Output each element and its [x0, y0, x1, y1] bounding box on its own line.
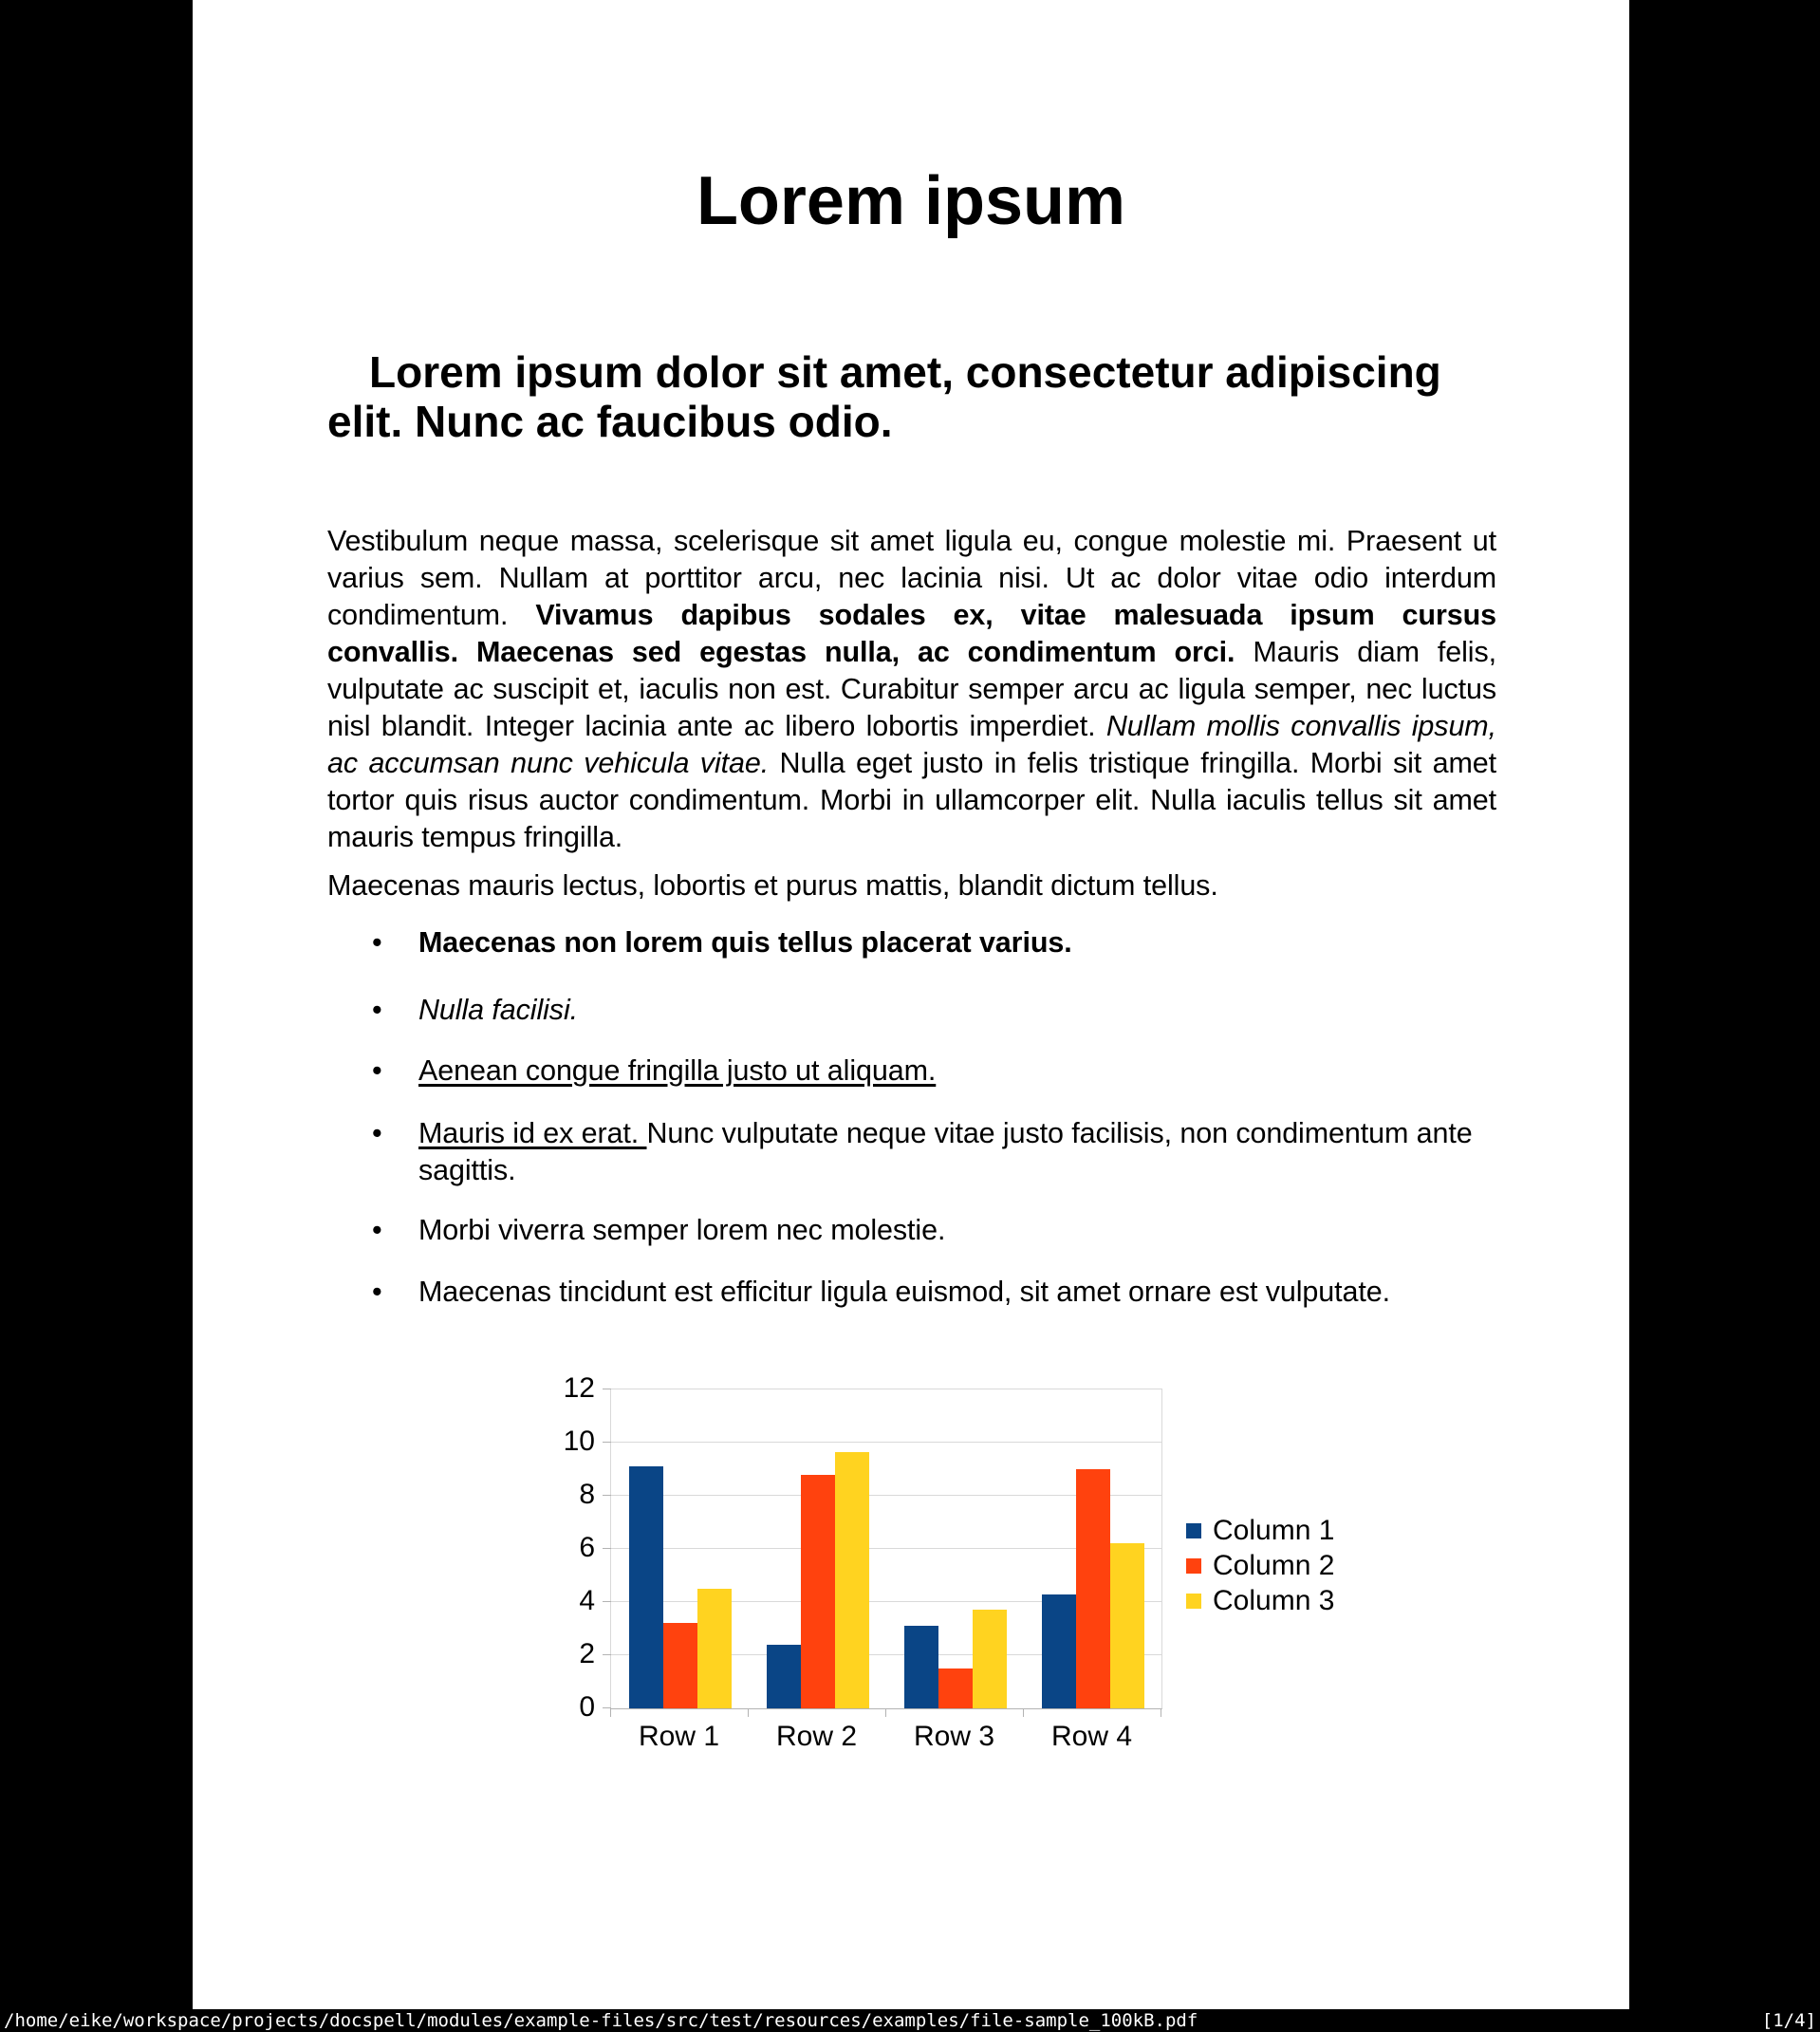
- x-axis-tick: [1023, 1708, 1024, 1717]
- y-axis-label: 8: [579, 1479, 595, 1510]
- bullet-list: [327, 924, 1496, 1311]
- statusbar-page-indicator: [1/4]: [1761, 2010, 1816, 2031]
- x-axis-label: Row 3: [913, 1721, 995, 1752]
- y-axis-label: 6: [579, 1532, 595, 1563]
- bullet-item-line: [418, 1115, 1496, 1152]
- pdf-page: [193, 0, 1629, 2009]
- legend-swatch-icon: [1186, 1523, 1201, 1538]
- bar-column-2-row-3: [938, 1668, 973, 1708]
- bullet-item: [327, 1053, 1496, 1090]
- y-axis-label: 10: [563, 1426, 595, 1457]
- text-segment-normal: Vestibulum neque massa, scelerisque sit amet ligula eu, congue molestie mi. Praesent ut: [327, 525, 1496, 557]
- x-axis-tick: [748, 1708, 749, 1717]
- text-segment-bold: Vivamus dapibus sodales ex, vitae malesuada ipsum cursus: [535, 599, 1496, 631]
- y-axis-tick: [603, 1442, 611, 1443]
- chart-plot-area: [610, 1389, 1162, 1709]
- paragraph-line: [327, 745, 1496, 782]
- legend-entry: [1186, 1513, 1334, 1548]
- y-axis-label: 0: [579, 1691, 595, 1723]
- bar-column-1-row-1: [629, 1466, 663, 1708]
- bullet-item: [327, 1115, 1496, 1189]
- bullet-item: [327, 1212, 1496, 1249]
- text-segment-normal: nisl blandit. Integer lacinia ante ac libero lobortis imperdiet.: [327, 710, 1106, 742]
- bullet-item-line: [418, 1053, 1496, 1090]
- bar-column-1-row-4: [1042, 1594, 1076, 1708]
- y-axis-tick: [603, 1548, 611, 1549]
- bar-column-3-row-3: [973, 1610, 1007, 1708]
- subtitle-line: elit. Nunc ac faucibus odio.: [327, 397, 893, 446]
- bullet-item-line: [418, 1274, 1496, 1311]
- y-axis-tick: [603, 1654, 611, 1655]
- gridline-y-10: [611, 1442, 1161, 1443]
- y-axis-tick: [603, 1601, 611, 1602]
- chart-legend: [1186, 1513, 1334, 1618]
- text-segment-underline: Aenean congue fringilla justo ut aliquam.: [418, 1054, 937, 1087]
- bar-column-1-row-2: [767, 1645, 801, 1708]
- paragraph-line: [327, 597, 1496, 634]
- paragraph-line: [327, 782, 1496, 819]
- legend-entry: [1186, 1583, 1334, 1618]
- text-segment-normal: Nunc vulputate neque vitae justo facilisis, non condimentum ante: [646, 1117, 1473, 1149]
- x-axis-tick: [885, 1708, 886, 1717]
- legend-label: Column 1: [1213, 1514, 1335, 1546]
- x-axis-label: Row 1: [638, 1721, 720, 1752]
- body-paragraph-1: [327, 523, 1496, 856]
- paragraph-line: [327, 523, 1496, 560]
- legend-label: Column 2: [1213, 1549, 1335, 1581]
- bullet-item-line: [418, 924, 1496, 961]
- text-segment-italic: Nulla facilisi.: [418, 994, 578, 1026]
- body-paragraph-2: Maecenas mauris lectus, lobortis et purus mattis, blandit dictum tellus.: [327, 869, 1218, 902]
- bar-column-1-row-3: [904, 1626, 938, 1708]
- bar-column-2-row-1: [663, 1623, 697, 1708]
- bullet-item-line: [418, 1212, 1496, 1249]
- y-axis-label: 12: [563, 1372, 595, 1404]
- paragraph-line: [327, 634, 1496, 671]
- text-segment-normal: varius sem. Nullam at porttitor arcu, nec lacinia nisi. Ut ac dolor vitae odio interdum: [327, 562, 1496, 594]
- y-axis-label: 4: [579, 1585, 595, 1616]
- legend-entry: [1186, 1548, 1334, 1583]
- text-segment-normal: Morbi viverra semper lorem nec molestie.: [418, 1214, 946, 1246]
- y-axis-tick: [603, 1495, 611, 1496]
- bar-column-3-row-4: [1110, 1543, 1144, 1708]
- text-segment-normal: Mauris diam felis,: [1253, 636, 1497, 668]
- paragraph-line: [327, 671, 1496, 708]
- text-segment-normal: vulputate ac suscipit et, iaculis non est. Curabitur semper arcu ac ligula semper, nec luctus: [327, 673, 1496, 705]
- paragraph-line: [327, 708, 1496, 745]
- statusbar-file-path: /home/eike/workspace/projects/docspell/modules/example-files/src/test/resources/examples/file-sample_100kB.pdf: [4, 2010, 1198, 2031]
- bar-column-2-row-4: [1076, 1469, 1110, 1708]
- text-segment-normal: tortor quis risus auctor condimentum. Morbi in ullamcorper elit. Nulla iaculis tellus sit amet: [327, 784, 1496, 816]
- text-segment-italic: ac accumsan nunc vehicula vitae.: [327, 747, 780, 779]
- paragraph-line: [327, 819, 1496, 856]
- text-segment-italic: Nullam mollis convallis ipsum,: [1105, 710, 1496, 742]
- text-segment-normal: Maecenas tincidunt est efficitur ligula euismod, sit amet ornare est vulputate.: [418, 1276, 1390, 1308]
- statusbar: [0, 2009, 1820, 2032]
- bullet-item: [327, 1274, 1496, 1311]
- bullet-item-line: [418, 1152, 1496, 1189]
- text-segment-underline: Mauris id ex erat.: [418, 1117, 647, 1149]
- x-axis-tick: [610, 1708, 611, 1717]
- bullet-item: [327, 992, 1496, 1029]
- text-segment-bold: Maecenas non lorem quis tellus placerat varius.: [418, 926, 1072, 959]
- bullet-item-line: [418, 992, 1496, 1029]
- paragraph-line: [327, 560, 1496, 597]
- legend-swatch-icon: [1186, 1558, 1201, 1574]
- bar-column-3-row-2: [835, 1452, 869, 1708]
- subtitle-line: Lorem ipsum dolor sit amet, consectetur adipiscing: [369, 347, 1441, 397]
- legend-swatch-icon: [1186, 1594, 1201, 1609]
- bar-column-2-row-2: [801, 1475, 835, 1708]
- document-subtitle: [327, 347, 1496, 446]
- text-segment-bold: convallis. Maecenas sed egestas nulla, ac condimentum orci.: [327, 636, 1254, 668]
- x-axis-label: Row 4: [1050, 1721, 1133, 1752]
- bar-chart: [553, 1367, 1525, 1765]
- text-segment-normal: condimentum.: [327, 599, 536, 631]
- y-axis-label: 2: [579, 1638, 595, 1669]
- text-segment-normal: Nulla eget justo in felis tristique fringilla. Morbi sit amet: [779, 747, 1496, 779]
- bullet-item: [327, 924, 1496, 961]
- document-title: Lorem ipsum: [696, 163, 1126, 239]
- legend-label: Column 3: [1213, 1584, 1335, 1616]
- text-segment-normal: mauris tempus fringilla.: [327, 821, 623, 853]
- bar-column-3-row-1: [697, 1589, 732, 1708]
- text-segment-normal: sagittis.: [418, 1154, 516, 1186]
- x-axis-label: Row 2: [775, 1721, 858, 1752]
